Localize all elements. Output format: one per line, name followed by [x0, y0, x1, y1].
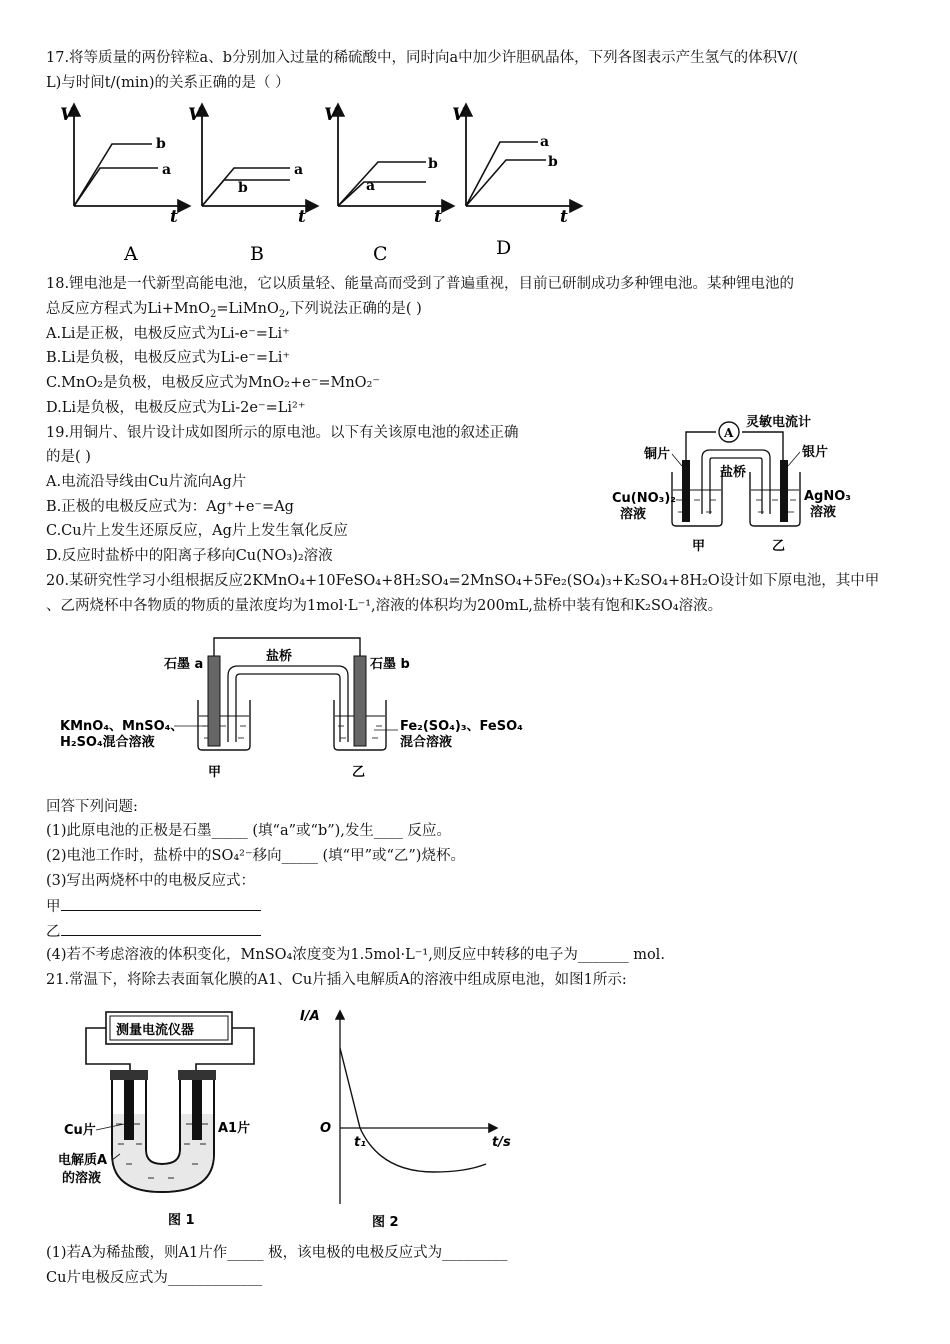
svg-text:的溶液: 的溶液	[62, 1171, 102, 1186]
q17-graph-a	[60, 105, 188, 265]
svg-text:a: a	[294, 162, 304, 178]
option-d-label: D	[496, 237, 512, 259]
q20-sub2: (2)电池工作时，盐桥中的SO₄²⁻移向_____ (填“甲”或“乙”)烧杯。	[46, 848, 465, 864]
svg-text:b: b	[548, 154, 558, 170]
q19-option-c: C.Cu片上发生还原反应，Ag片上发生氧化反应	[46, 523, 348, 539]
answer-blank-yi[interactable]	[61, 921, 261, 936]
option-b-label: B	[250, 243, 264, 265]
svg-text:t/s: t/s	[492, 1135, 511, 1150]
svg-text:t: t	[298, 207, 306, 227]
q18-option-d: D.Li是负极，电极反应式为Li-2e⁻=Li²⁺	[46, 400, 306, 416]
q18-stem-line1: 18.锂电池是一代新型高能电池，它以质量轻、能量高而受到了普遍重视，目前已研制成功多种锂电池。某种锂电池的	[46, 276, 795, 292]
q20-galvanic-cell-figure	[56, 630, 536, 782]
svg-text:Cu片: Cu片	[64, 1123, 96, 1138]
svg-text:t: t	[434, 207, 442, 227]
svg-text:测量电流仪器: 测量电流仪器	[116, 1023, 195, 1038]
option-a-label: A	[124, 243, 138, 265]
q20-jia-line: 甲	[46, 896, 261, 917]
svg-text:电解质A: 电解质A	[58, 1153, 108, 1168]
q20-sub4: (4)若不考虑溶液的体积变化，MnSO₄浓度变为1.5mol·L⁻¹,则反应中转移的电子为_______ mol.	[46, 947, 665, 963]
q19-galvanic-cell-figure	[606, 410, 856, 560]
svg-text:Fe₂(SO₄)₃、FeSO₄: Fe₂(SO₄)₃、FeSO₄	[400, 719, 523, 734]
svg-text:溶液: 溶液	[810, 505, 837, 520]
svg-text:a: a	[162, 162, 172, 178]
svg-text:t₁: t₁	[354, 1135, 366, 1150]
svg-text:a: a	[366, 178, 376, 194]
svg-text:盐桥: 盐桥	[720, 465, 747, 480]
svg-text:混合溶液: 混合溶液	[400, 735, 453, 750]
svg-text:乙: 乙	[772, 539, 786, 554]
q19-stem-line2: 的是( )	[46, 449, 91, 465]
svg-text:石墨 a: 石墨 a	[164, 657, 204, 672]
svg-text:银片: 银片	[802, 445, 829, 460]
q17-graph-b	[188, 105, 316, 265]
svg-text:铜片: 铜片	[644, 447, 671, 462]
svg-text:a: a	[540, 134, 550, 150]
q21-figure-2	[296, 1004, 526, 1234]
q17-graph-d	[452, 105, 580, 259]
q21-stem: 21.常温下，将除去表面氧化膜的A1、Cu片插入电解质A的溶液中组成原电池，如图1所示:	[46, 972, 627, 988]
q21-figure-1	[56, 1004, 296, 1234]
q18-option-c: C.MnO₂是负极，电极反应式为MnO₂+e⁻=MnO₂⁻	[46, 375, 381, 391]
svg-text:b: b	[428, 156, 438, 172]
svg-text:I/A: I/A	[300, 1009, 320, 1024]
q21-sub1: (1)若A为稀盐酸，则A1片作_____ 极，该电极的电极反应式为_________	[46, 1245, 508, 1261]
svg-text:b: b	[156, 136, 166, 152]
q17-stem-line2: L)与时间t/(min)的关系正确的是（ ）	[46, 75, 290, 91]
svg-text:甲: 甲	[692, 539, 706, 554]
svg-text:A: A	[724, 426, 734, 440]
answer-blank-jia[interactable]	[61, 896, 261, 911]
q20-sub3: (3)写出两烧杯中的电极反应式：	[46, 873, 256, 889]
q18-option-b: B.Li是负极，电极反应式为Li-e⁻=Li⁺	[46, 350, 290, 366]
svg-text:O: O	[320, 1121, 332, 1136]
q18-option-a: A.Li是正极，电极反应式为Li-e⁻=Li⁺	[46, 326, 290, 342]
svg-text:AgNO₃: AgNO₃	[804, 489, 851, 504]
q20-yi-line: 乙	[46, 921, 261, 942]
svg-text:乙: 乙	[352, 765, 366, 780]
q20-prompt: 回答下列问题:	[46, 799, 138, 815]
q19-stem-line1: 19.用铜片、银片设计成如图所示的原电池。以下有关该原电池的叙述正确	[46, 425, 519, 441]
q20-sub1: (1)此原电池的正极是石墨_____ (填“a”或“b”),发生____ 反应。	[46, 823, 452, 839]
svg-text:V: V	[188, 105, 202, 125]
svg-text:灵敏电流计: 灵敏电流计	[746, 415, 812, 430]
q20-stem-line2: 、乙两烧杯中各物质的物质的量浓度均为1mol·L⁻¹,溶液的体积均为200mL,盐桥中装有饱和K₂SO₄溶液。	[46, 598, 723, 614]
q17-graph-options	[50, 98, 610, 270]
svg-text:溶液: 溶液	[620, 507, 647, 522]
q20-stem-line1: 20.某研究性学习小组根据反应2KMnO₄+10FeSO₄+8H₂SO₄=2MnSO₄+5Fe₂(SO₄)₃+K₂SO₄+8H₂O设计如下原电池，其中甲	[46, 573, 880, 589]
svg-text:H₂SO₄混合溶液: H₂SO₄混合溶液	[60, 735, 155, 750]
q19-option-b: B.正极的电极反应式为：Ag⁺+e⁻=Ag	[46, 499, 294, 515]
svg-text:图 1: 图 1	[168, 1213, 195, 1228]
svg-text:甲: 甲	[208, 765, 222, 780]
svg-text:石墨 b: 石墨 b	[370, 657, 410, 672]
svg-text:图 2: 图 2	[372, 1215, 399, 1230]
q19-option-d: D.反应时盐桥中的阳离子移向Cu(NO₃)₂溶液	[46, 548, 333, 564]
svg-text:V: V	[324, 105, 338, 125]
svg-text:A1片: A1片	[218, 1121, 251, 1136]
option-c-label: C	[373, 243, 388, 265]
q19-option-a: A.电流沿导线由Cu片流向Ag片	[46, 474, 247, 490]
svg-text:b: b	[238, 180, 248, 196]
svg-text:KMnO₄、MnSO₄、: KMnO₄、MnSO₄、	[60, 719, 184, 734]
q17-stem-line1: 17.将等质量的两份锌粒a、b分别加入过量的稀硫酸中，同时向a中加少许胆矾晶体，下列各图表示产生氢气的体积V/(	[46, 50, 799, 66]
svg-text:t: t	[170, 207, 178, 227]
q17-graph-c	[324, 105, 452, 265]
svg-text:盐桥: 盐桥	[266, 649, 293, 664]
svg-text:V: V	[452, 105, 466, 125]
q21-sub2: Cu片电极反应式为_____________	[46, 1270, 263, 1286]
svg-text:t: t	[560, 207, 568, 227]
svg-text:V: V	[60, 105, 74, 125]
svg-text:Cu(NO₃)₂: Cu(NO₃)₂	[612, 491, 676, 506]
q18-stem-line2: 总反应方程式为Li+MnO$_2$=LiMnO$_2$,下列说法正确的是( )	[46, 301, 422, 320]
